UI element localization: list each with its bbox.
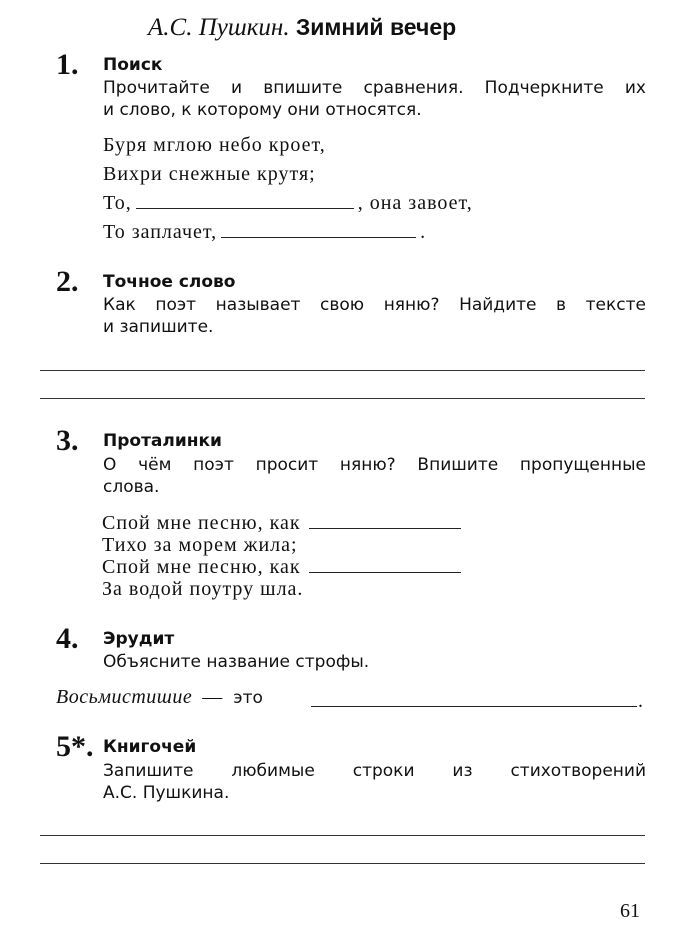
task-3-blank-2[interactable] <box>309 571 461 573</box>
task-3-blank-1[interactable] <box>309 527 461 529</box>
task-2-number: 2. <box>56 265 79 298</box>
task-1-instruction-line2: и слово, к которому они относятся. <box>103 100 422 120</box>
task-1-poem-line-4-start: То заплачет, <box>103 221 218 243</box>
task-4-number: 4. <box>56 622 79 655</box>
task-4-instruction-line1: Объясните название строфы. <box>103 652 370 672</box>
task-1-poem-line-3 <box>103 192 473 215</box>
task-3-poem-line-3 <box>102 556 465 579</box>
title-author: А.С. Пушкин. <box>148 14 290 41</box>
title-work: Зимний вечер <box>295 14 457 40</box>
task-4-end-period: . <box>638 690 644 712</box>
task-4-dash: — <box>202 686 224 708</box>
task-2-instruction-line2: и запишите. <box>103 317 214 337</box>
task-5-answer-line-1[interactable] <box>40 835 645 836</box>
task-4-answer-line[interactable] <box>311 706 637 707</box>
task-2-heading: Точное слово <box>103 272 236 292</box>
page-number: 61 <box>620 900 640 922</box>
task-1-poem-line-3-start: То, <box>103 192 132 214</box>
task-3-number: 3. <box>56 424 79 457</box>
task-3-poem-line-3-text: Спой мне песню, как <box>102 556 301 578</box>
page-title <box>148 14 456 42</box>
task-3-poem-line-1-text: Спой мне песню, как <box>102 512 301 534</box>
task-1-number: 1. <box>56 48 79 81</box>
task-2-answer-line-1[interactable] <box>40 370 645 371</box>
task-5-number: 5*. <box>56 730 94 763</box>
task-3-poem-line-2: Тихо за морем жила; <box>102 534 298 556</box>
task-1-instruction-line1: Прочитайте и впишите сравнения. Подчеркните их <box>103 78 646 98</box>
task-1-poem-line-1: Буря мглою небо кроет, <box>103 134 326 156</box>
task-1-poem-line-3-end: , она завоет, <box>357 192 473 214</box>
task-1-blank-2[interactable] <box>221 236 416 238</box>
task-4-heading: Эрудит <box>103 629 175 649</box>
task-3-heading: Проталинки <box>103 431 222 451</box>
task-1-blank-1[interactable] <box>136 207 354 209</box>
task-2-answer-line-2[interactable] <box>40 398 645 399</box>
task-5-instruction-line1: Запишите любимые строки из стихотворений <box>103 761 646 781</box>
task-3-instruction-line1: О чём поэт просит няню? Впишите пропущенные <box>103 455 646 475</box>
task-4-term: Восьмистишие <box>56 686 193 708</box>
task-1-poem-line-2: Вихри снежные крутя; <box>103 163 316 185</box>
task-3-poem-line-4: За водой поутру шла. <box>102 578 304 600</box>
task-3-poem-line-1 <box>102 512 465 535</box>
task-1-poem-line-4-end: . <box>420 221 427 243</box>
task-5-instruction-line2: А.С. Пушкина. <box>103 783 230 803</box>
task-4-answer-row <box>56 686 263 709</box>
task-5-heading: Книгочей <box>103 737 197 757</box>
task-5-answer-line-2[interactable] <box>40 863 645 864</box>
task-3-instruction-line2: слова. <box>103 477 160 497</box>
task-4-is: это <box>233 688 263 708</box>
task-1-heading: Поиск <box>103 55 163 75</box>
task-2-instruction-line1: Как поэт называет свою няню? Найдите в тексте <box>103 295 646 315</box>
task-1-poem-line-4 <box>103 221 426 244</box>
